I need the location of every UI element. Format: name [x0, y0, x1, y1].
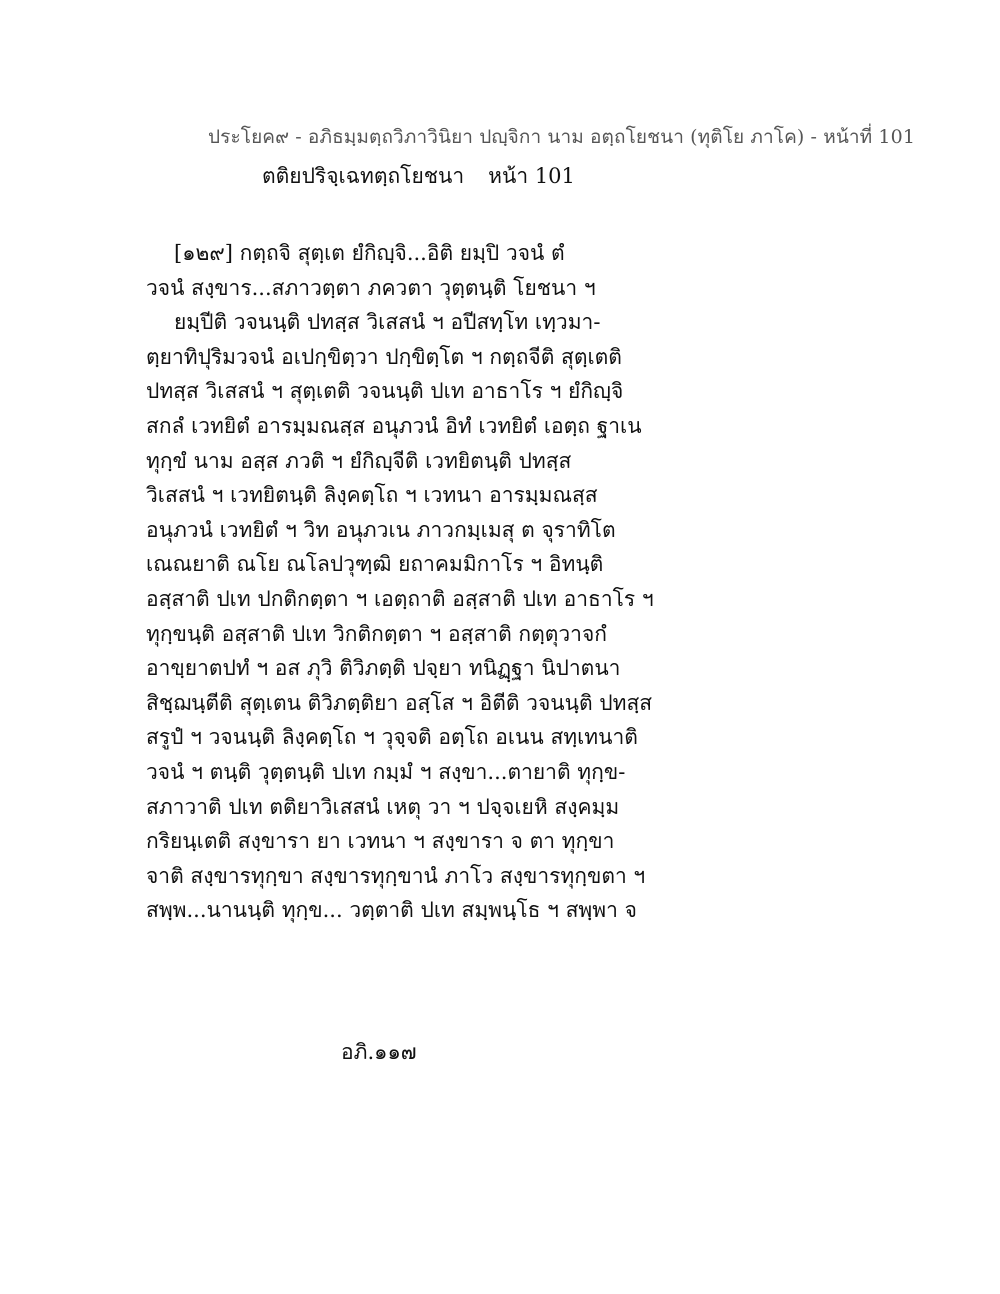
- text-line: อาขฺยาตปทํ ฯ อส ภุวิ ติวิภตฺติ ปจฺยา ทนิฏฺฐา นิปาตนา: [146, 656, 621, 681]
- section-subtitle: [262, 160, 575, 193]
- running-header: ประโยค๙ - อภิธมฺมตฺถวิภาวินิยา ปญฺจิกา นาม อตฺถโยชนา (ทุติโย ภาโค) - หน้าที่ 101: [208, 126, 916, 148]
- text-line: วจนํ สงฺขาร...สภาวตฺตา ภควตา วุตฺตนฺติ โยชนา ฯ: [146, 275, 596, 300]
- text-line: อนุภวนํ เวทยิตํ ฯ วิท อนุภวเน ภาวกมฺเมสุ ต จุราทิโต: [146, 517, 616, 542]
- text-line: จาติ สงฺขารทุกฺขา สงฺขารทุกฺขานํ ภาโว สงฺขารทุกฺขตา ฯ: [146, 863, 646, 888]
- page-footer-reference: อภิ.๑๑๗: [341, 1040, 417, 1064]
- section-title: ตติยปริจฺเฉทตฺถโยชนา: [262, 164, 465, 188]
- text-line: อสฺสาติ ปเท ปกติกตฺตา ฯ เอตฺถาติ อสฺสาติ ปเท อาธาโร ฯ: [146, 586, 654, 611]
- text-line: สภาวาติ ปเท ตติยาวิเสสนํ เหตุ วา ฯ ปจฺจเยหิ สงฺคมฺม: [146, 794, 620, 819]
- text-line: ยมฺปีติ วจนนฺติ ปทสฺส วิเสสนํ ฯ อปีสทฺโท เทฺวมา-: [174, 310, 601, 335]
- text-line: สพฺพ...นานนฺติ ทุกฺข... วตฺตาติ ปเท สมฺพนฺโธ ฯ สพฺพา จ: [146, 898, 637, 923]
- text-line: วจนํ ฯ ตนฺติ วุตฺตนฺติ ปเท กมฺมํ ฯ สงฺขา...ตายาติ ทุกฺข-: [146, 759, 626, 784]
- text-line: สิชฺฌนฺตีติ สุตฺเตน ติวิภตฺติยา อสฺโส ฯ อิตีติ วจนนฺติ ปทสฺส: [146, 690, 653, 715]
- text-line: ทุกฺขนฺติ อสฺสาติ ปเท วิกติกตฺตา ฯ อสฺสาติ กตฺตุวาจกํ: [146, 621, 607, 646]
- text-line: [๑๒๙] กตฺถจิ สุตฺเต ยํกิญฺจิ...อิติ ยมฺปิ วจนํ ตํ: [174, 241, 565, 265]
- text-line: เณณยาติ ณโย ณโลปวุฑฺฒิ ยถาคมมิกาโร ฯ อิทนฺติ: [146, 552, 604, 577]
- text-line: สกลํ เวทยิตํ อารมฺมณสฺส อนุภวนํ อิทํ เวทยิตํ เอตฺถ ฐาเน: [146, 413, 642, 438]
- text-line: ปทสฺส วิเสสนํ ฯ สุตฺเตติ วจนนฺติ ปเท อาธาโร ฯ ยํกิญฺจิ: [146, 379, 624, 404]
- text-line: สรูปํ ฯ วจนนฺติ ลิงฺคตฺโถ ฯ วุจฺจติ อตฺโถ อเนน สทฺเทนาติ: [146, 725, 638, 750]
- text-line: ทุกฺขํ นาม อสฺส ภวติ ฯ ยํกิญฺจีติ เวทยิตนฺติ ปทสฺส: [146, 448, 572, 473]
- body-text: [146, 236, 846, 928]
- text-line: ตฺยาทิปุริมวจนํ อเปกฺขิตฺวา ปกฺขิตฺโต ฯ กตฺถจีติ สุตฺเตติ: [146, 344, 622, 369]
- text-line: วิเสสนํ ฯ เวทยิตนฺติ ลิงฺคตฺโถ ฯ เวทนา อารมฺมณสฺส: [146, 483, 598, 508]
- section-page-number: หน้า 101: [488, 164, 575, 188]
- text-line: กริยนฺเตติ สงฺขารา ยา เวทนา ฯ สงฺขารา จ ตา ทุกฺขา: [146, 829, 615, 854]
